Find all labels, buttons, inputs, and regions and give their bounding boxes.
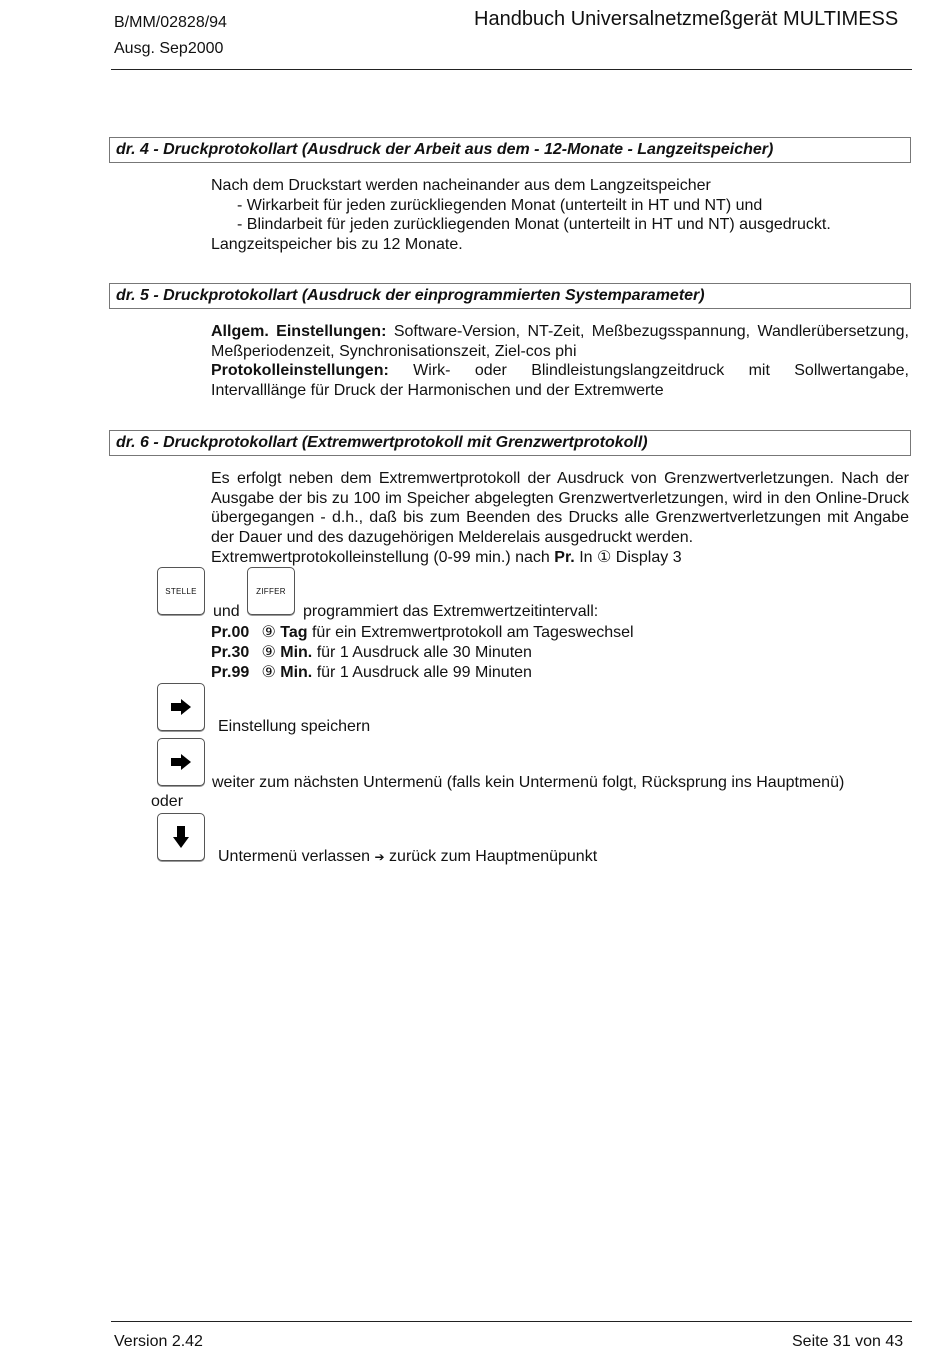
program-text: programmiert das Extremwertzeitintervall: bbox=[303, 603, 599, 620]
option-list bbox=[211, 623, 634, 683]
section4-body bbox=[211, 176, 909, 255]
down-arrow-icon bbox=[172, 825, 190, 849]
extreme-setting-text: Extremwertprotokolleinstellung (0-99 min.) nach bbox=[211, 548, 550, 566]
header-doc-info bbox=[114, 10, 227, 62]
und-text: und bbox=[213, 603, 240, 620]
section5-heading: dr. 5 - Druckprotokollart (Ausdruck der einprogrammierten Systemparameter) bbox=[109, 283, 911, 309]
header-divider bbox=[111, 69, 912, 70]
option-pr00 bbox=[211, 623, 634, 643]
stelle-key-button[interactable] bbox=[157, 567, 205, 615]
right-arrow-icon bbox=[170, 698, 192, 716]
general-settings-label: Allgem. Einstellungen: bbox=[211, 323, 387, 340]
page-title: Handbuch Universalnetzmeßgerät MULTIMESS bbox=[474, 8, 899, 30]
footer-page-number: Seite 31 von 43 bbox=[792, 1333, 904, 1350]
footer-divider bbox=[111, 1321, 912, 1322]
option-code: Pr.99 bbox=[211, 664, 250, 681]
option-unit: Min. bbox=[280, 664, 313, 681]
section4-item-1: - Wirkarbeit für jeden zurückliegenden Monat (unterteilt in HT und NT) und bbox=[237, 196, 763, 214]
section6-body bbox=[211, 469, 909, 568]
section4-outro: Langzeitspeicher bis zu 12 Monate. bbox=[211, 236, 463, 254]
right-arrow-key-button-2[interactable] bbox=[157, 738, 205, 786]
option-text: für ein Extremwertprotokoll am Tageswechsel bbox=[311, 624, 634, 641]
section6-text: Es erfolgt neben dem Extremwertprotokoll der Ausdruck von Grenzwertverletzungen. Nach der Ausgabe der bis zu 100 im Speicher abgelegten Grenzwertverletzungen, wird in den Online-Druck übergegangen - d.h., daß bis zum Beenden des Drucks alle Grenzwertverletzungen mit Angabe der Dauer und des dazugehörigen Melderelais ausgedruckt werden. bbox=[211, 470, 909, 547]
option-text: für 1 Ausdruck alle 30 Minuten bbox=[316, 644, 532, 661]
circled-one-icon: ① bbox=[596, 548, 612, 566]
option-text: für 1 Ausdruck alle 99 Minuten bbox=[316, 664, 532, 681]
protocol-settings bbox=[211, 361, 909, 400]
extreme-setting-in: In bbox=[579, 548, 593, 566]
oder-text: oder bbox=[151, 793, 184, 810]
extreme-setting-display: Display 3 bbox=[615, 548, 682, 566]
doc-number: B/MM/02828/94 bbox=[114, 14, 227, 31]
exit-submenu-text: Untermenü verlassen bbox=[218, 848, 371, 865]
right-arrow-icon bbox=[170, 753, 192, 771]
option-symbol-icon: ⑨ bbox=[261, 624, 276, 641]
protocol-settings-label: Protokolleinstellungen: bbox=[211, 362, 389, 380]
arrow-right-icon: ➔ bbox=[374, 850, 385, 864]
option-unit: Min. bbox=[280, 644, 313, 661]
section5-body bbox=[211, 322, 909, 401]
section6-heading: dr. 6 - Druckprotokollart (Extremwertprotokoll mit Grenzwertprotokoll) bbox=[109, 430, 911, 456]
down-arrow-key-button[interactable] bbox=[157, 813, 205, 861]
next-submenu-text: weiter zum nächsten Untermenü (falls kein Untermenü folgt, Rücksprung ins Hauptmenü) bbox=[212, 774, 845, 791]
section4-intro: Nach dem Druckstart werden nacheinander aus dem Langzeitspeicher bbox=[211, 177, 711, 194]
save-setting-text: Einstellung speichern bbox=[218, 718, 371, 735]
ziffer-key-button[interactable] bbox=[247, 567, 295, 615]
right-arrow-key-button[interactable] bbox=[157, 683, 205, 731]
section4-heading: dr. 4 - Druckprotokollart (Ausdruck der Arbeit aus dem - 12-Monate - Langzeitspeicher) bbox=[109, 137, 911, 163]
option-unit: Tag bbox=[280, 624, 308, 641]
option-symbol-icon: ⑨ bbox=[261, 664, 276, 681]
extreme-setting-pr: Pr. bbox=[554, 548, 575, 566]
exit-target-text: zurück zum Hauptmenüpunkt bbox=[389, 848, 598, 865]
extreme-setting-line bbox=[211, 548, 909, 568]
option-symbol-icon: ⑨ bbox=[261, 644, 276, 661]
general-settings-text: Software-Version, NT-Zeit, Meßbezugsspannung, Wandlerübersetzung, Meßperiodenzeit, Synchronisationszeit, Ziel-cos phi bbox=[211, 323, 910, 360]
option-code: Pr.00 bbox=[211, 624, 250, 641]
footer-version: Version 2.42 bbox=[114, 1333, 203, 1350]
option-pr99 bbox=[211, 663, 634, 683]
stelle-key-label: STELLE bbox=[165, 586, 197, 596]
option-pr30 bbox=[211, 643, 634, 663]
general-settings bbox=[211, 322, 909, 361]
option-code: Pr.30 bbox=[211, 644, 250, 661]
protocol-settings-text: Wirk- oder Blindleistungslangzeitdruck mit Sollwertangabe, Intervalllänge für Druck der Harmonischen und der Extremwerte bbox=[211, 362, 909, 400]
ziffer-key-label: ZIFFER bbox=[256, 586, 286, 596]
section4-item-2: - Blindarbeit für jeden zurückliegenden Monat (unterteilt in HT und NT) ausgedruckt. bbox=[237, 216, 831, 234]
edition: Ausg. Sep2000 bbox=[114, 40, 224, 57]
exit-submenu-line bbox=[218, 848, 597, 866]
